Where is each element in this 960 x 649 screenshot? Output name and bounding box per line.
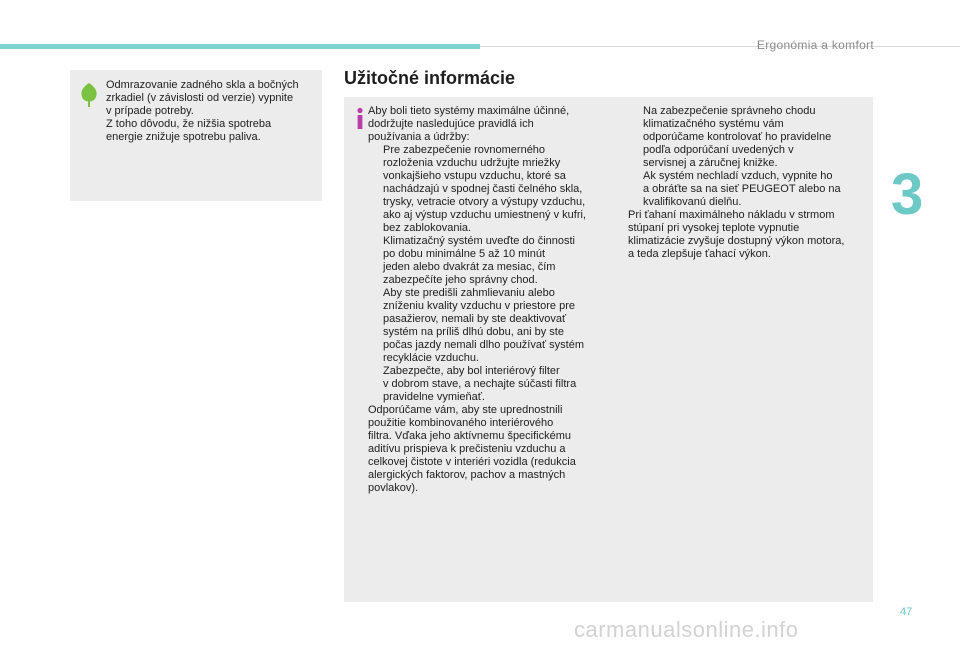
bullet-line: zníženiu kvality vzduchu v priestore pre: [383, 300, 575, 312]
bullet-line: a obráťte sa na sieť PEUGEOT alebo na: [643, 183, 841, 195]
bullet-line: odporúčame kontrolovať ho pravidelne: [643, 131, 832, 143]
outro-line: filtra. Vďaka jeho aktívnemu špecifickému: [368, 430, 572, 442]
bullet-line: jeden alebo dvakrát za mesiac, čím: [383, 261, 556, 273]
bullet-item: [628, 170, 844, 209]
intro-line: dodržujte nasledujúce pravidlá ich: [368, 118, 534, 130]
eco-tip-line: Z toho dôvodu, že nižšia spotreba: [106, 118, 272, 130]
bullet-line: Klimatizačný systém uveďte do činnosti: [383, 235, 576, 247]
bullet-item: [368, 144, 586, 235]
bullet-item: [368, 235, 586, 287]
bullet-line: klimatizačného systému vám: [643, 118, 784, 130]
outro-line: Pri ťahaní maximálneho nákladu v strmom: [628, 209, 835, 221]
bullet-line: nachádzajú v spodnej časti čelného skla,: [383, 183, 583, 195]
eco-leaf-icon: [78, 82, 100, 108]
bullet-line: v dobrom stave, a nechajte súčasti filtra: [383, 378, 577, 390]
outro-line: alergických faktorov, pachov a mastných: [368, 469, 566, 481]
bullet-line: po dobu minimálne 5 až 10 minút: [383, 248, 546, 260]
eco-tip-text: [106, 79, 314, 144]
eco-tip-box: [70, 70, 322, 201]
bullet-line: systém na príliš dlhú dobu, ani by ste: [383, 326, 564, 338]
info-icon: [353, 107, 367, 129]
eco-tip-line: energie znižuje spotrebu paliva.: [106, 131, 261, 143]
watermark: carmanualsonline.info: [574, 617, 799, 642]
bullet-line: Pre zabezpečenie rovnomerného: [383, 144, 546, 156]
bullet-line: pravidelne vymieňať.: [383, 391, 485, 403]
info-left-column: [368, 105, 586, 495]
bullet-line: zabezpečíte jeho správny chod.: [383, 274, 538, 286]
intro-line: Aby boli tieto systémy maximálne účinné,: [368, 105, 570, 117]
outro-line: použitie kombinovaného interiérového: [368, 417, 554, 429]
bullet-line: Na zabezpečenie správneho chodu: [643, 105, 816, 117]
outro-line: celkovej čistote v interiéri vozidla (redukcia: [368, 456, 576, 468]
bullet-line: bez zablokovania.: [383, 222, 472, 234]
bullet-line: rozloženia vzduchu udržujte mriežky: [383, 157, 561, 169]
section-title: Užitočné informácie: [344, 68, 516, 88]
outro-line: Odporúčame vám, aby ste uprednostnili: [368, 404, 563, 416]
header-rule: [480, 46, 960, 47]
eco-tip-line: v prípade potreby.: [106, 105, 194, 117]
outro-line: a teda zlepšuje ťahací výkon.: [628, 248, 771, 260]
bullet-line: Ak systém nechladí vzduch, vypnite ho: [643, 170, 833, 182]
page-number: 47: [900, 606, 913, 618]
bullet-line: kvalifikovanú dielňu.: [643, 196, 742, 208]
running-header: Ergonómia a komfort: [756, 38, 874, 52]
bullet-line: Zabezpečte, aby bol interiérový filter: [383, 365, 560, 377]
eco-tip-line: zrkadiel (v závislosti od verzie) vypnite: [106, 92, 294, 104]
bullet-line: podľa odporúčaní uvedených v: [643, 144, 794, 156]
outro-line: povlakov).: [368, 482, 419, 494]
outro-line: klimatizácie zvyšuje dostupný výkon motora,: [628, 235, 845, 247]
bullet-line: pasažierov, nemali by ste deaktivovať: [383, 313, 567, 325]
info-box: [344, 97, 873, 602]
chapter-number: 3: [891, 162, 924, 227]
outro-line: aditívu prispieva k prečisteniu vzduchu a: [368, 443, 566, 455]
info-right-column: [628, 105, 844, 261]
bullet-line: ako aj výstup vzduchu umiestnený v kufri,: [383, 209, 586, 221]
intro-line: používania a údržby:: [368, 131, 470, 143]
outro-line: stúpaní pri vysokej teplote vypnutie: [628, 222, 800, 234]
bullet-line: vonkajšieho vstupu vzduchu, ktoré sa: [383, 170, 566, 182]
bullet-item: [628, 105, 844, 170]
bullet-item: [368, 365, 586, 404]
bullet-line: trysky, vetracie otvory a výstupy vzduchu,: [383, 196, 586, 208]
bullet-line: Aby ste predišli zahmlievaniu alebo: [383, 287, 555, 299]
bullet-item: [368, 287, 586, 365]
eco-tip-line: Odmrazovanie zadného skla a bočných: [106, 79, 299, 91]
header-accent-bar: [0, 44, 480, 49]
bullet-line: počas jazdy nemali dlho používať systém: [383, 339, 585, 351]
bullet-line: recyklácie vzduchu.: [383, 352, 479, 364]
bullet-line: servisnej a záručnej knižke.: [643, 157, 778, 169]
